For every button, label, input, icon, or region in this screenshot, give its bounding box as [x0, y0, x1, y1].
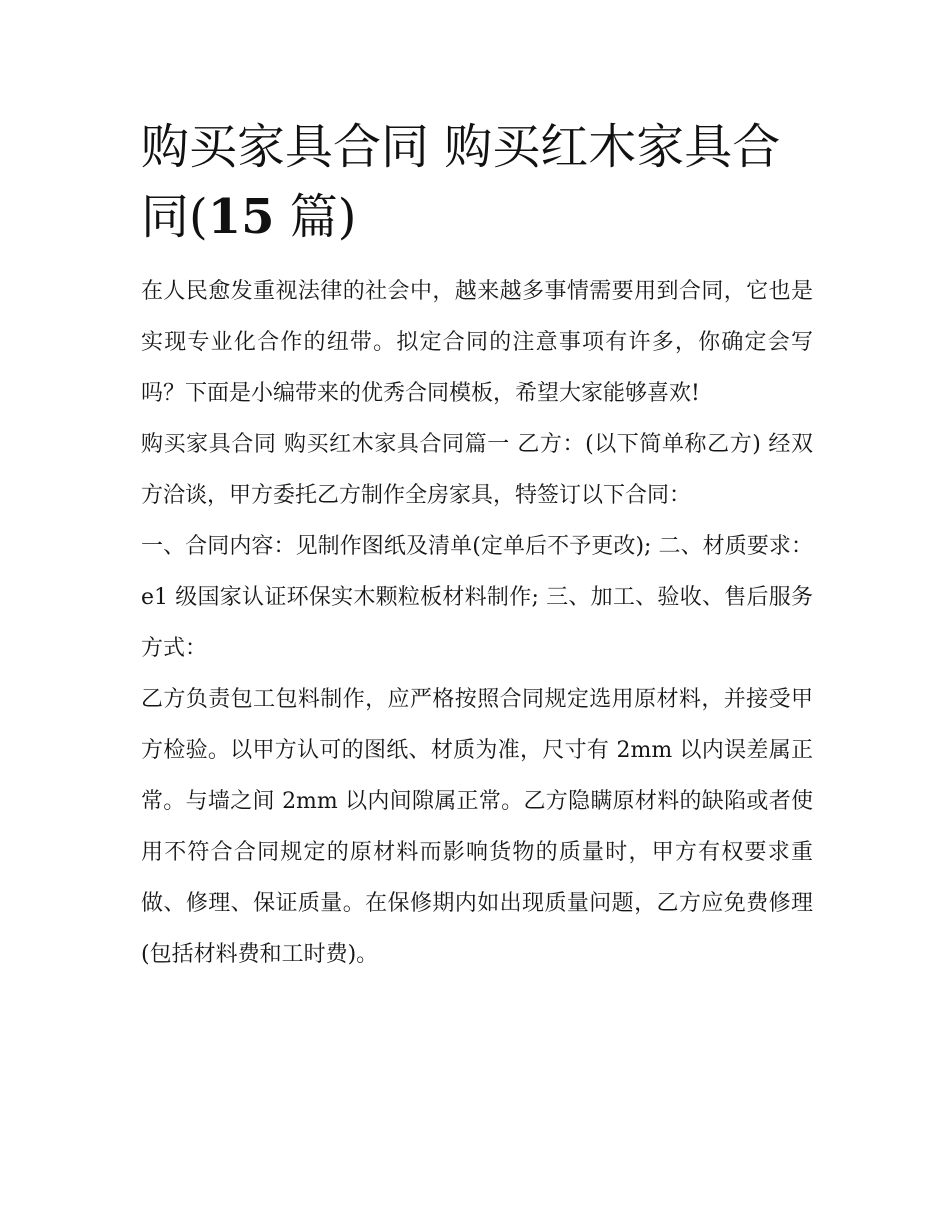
document-body	[141, 112, 813, 980]
contract-quality-paragraph: 乙方负责包工包料制作，应严格按照合同规定选用原材料，并接受甲方检验。以甲方认可的图纸、材质为准，尺寸有 2mm 以内误差属正常。与墙之间 2mm 以内间隙属正常。乙方隐瞒原材料的缺陷或者使用不符合合同规定的原材料而影响货物的质量时，甲方有权要求重做、修理、保证质量。在保修期内如出现质量问题，乙方应免费修理(包括材料费和工时费)。	[141, 687, 813, 967]
document-title-text: 购买家具合同 购买红木家具合同(	[141, 119, 781, 245]
intro-paragraph: 在人民愈发重视法律的社会中，越来越多事情需要用到合同，它也是实现专业化合作的纽带。拟定合同的注意事项有许多，你确定会写吗？下面是小编带来的优秀合同模板，希望大家能够喜欢!	[141, 279, 813, 406]
contract-terms-paragraph: 一、合同内容：见制作图纸及清单(定单后不予更改); 二、材质要求：e1 级国家认证环保实木颗粒板材料制作; 三、加工、验收、售后服务方式：	[141, 534, 813, 661]
document-title-suffix: 篇)	[274, 189, 357, 245]
contract-heading-paragraph: 购买家具合同 购买红木家具合同篇一 乙方：(以下简单称乙方) 经双方洽谈，甲方委托乙方制作全房家具，特签订以下合同：	[141, 432, 813, 508]
document-title-count: 15	[207, 189, 275, 245]
document-title	[141, 112, 813, 252]
